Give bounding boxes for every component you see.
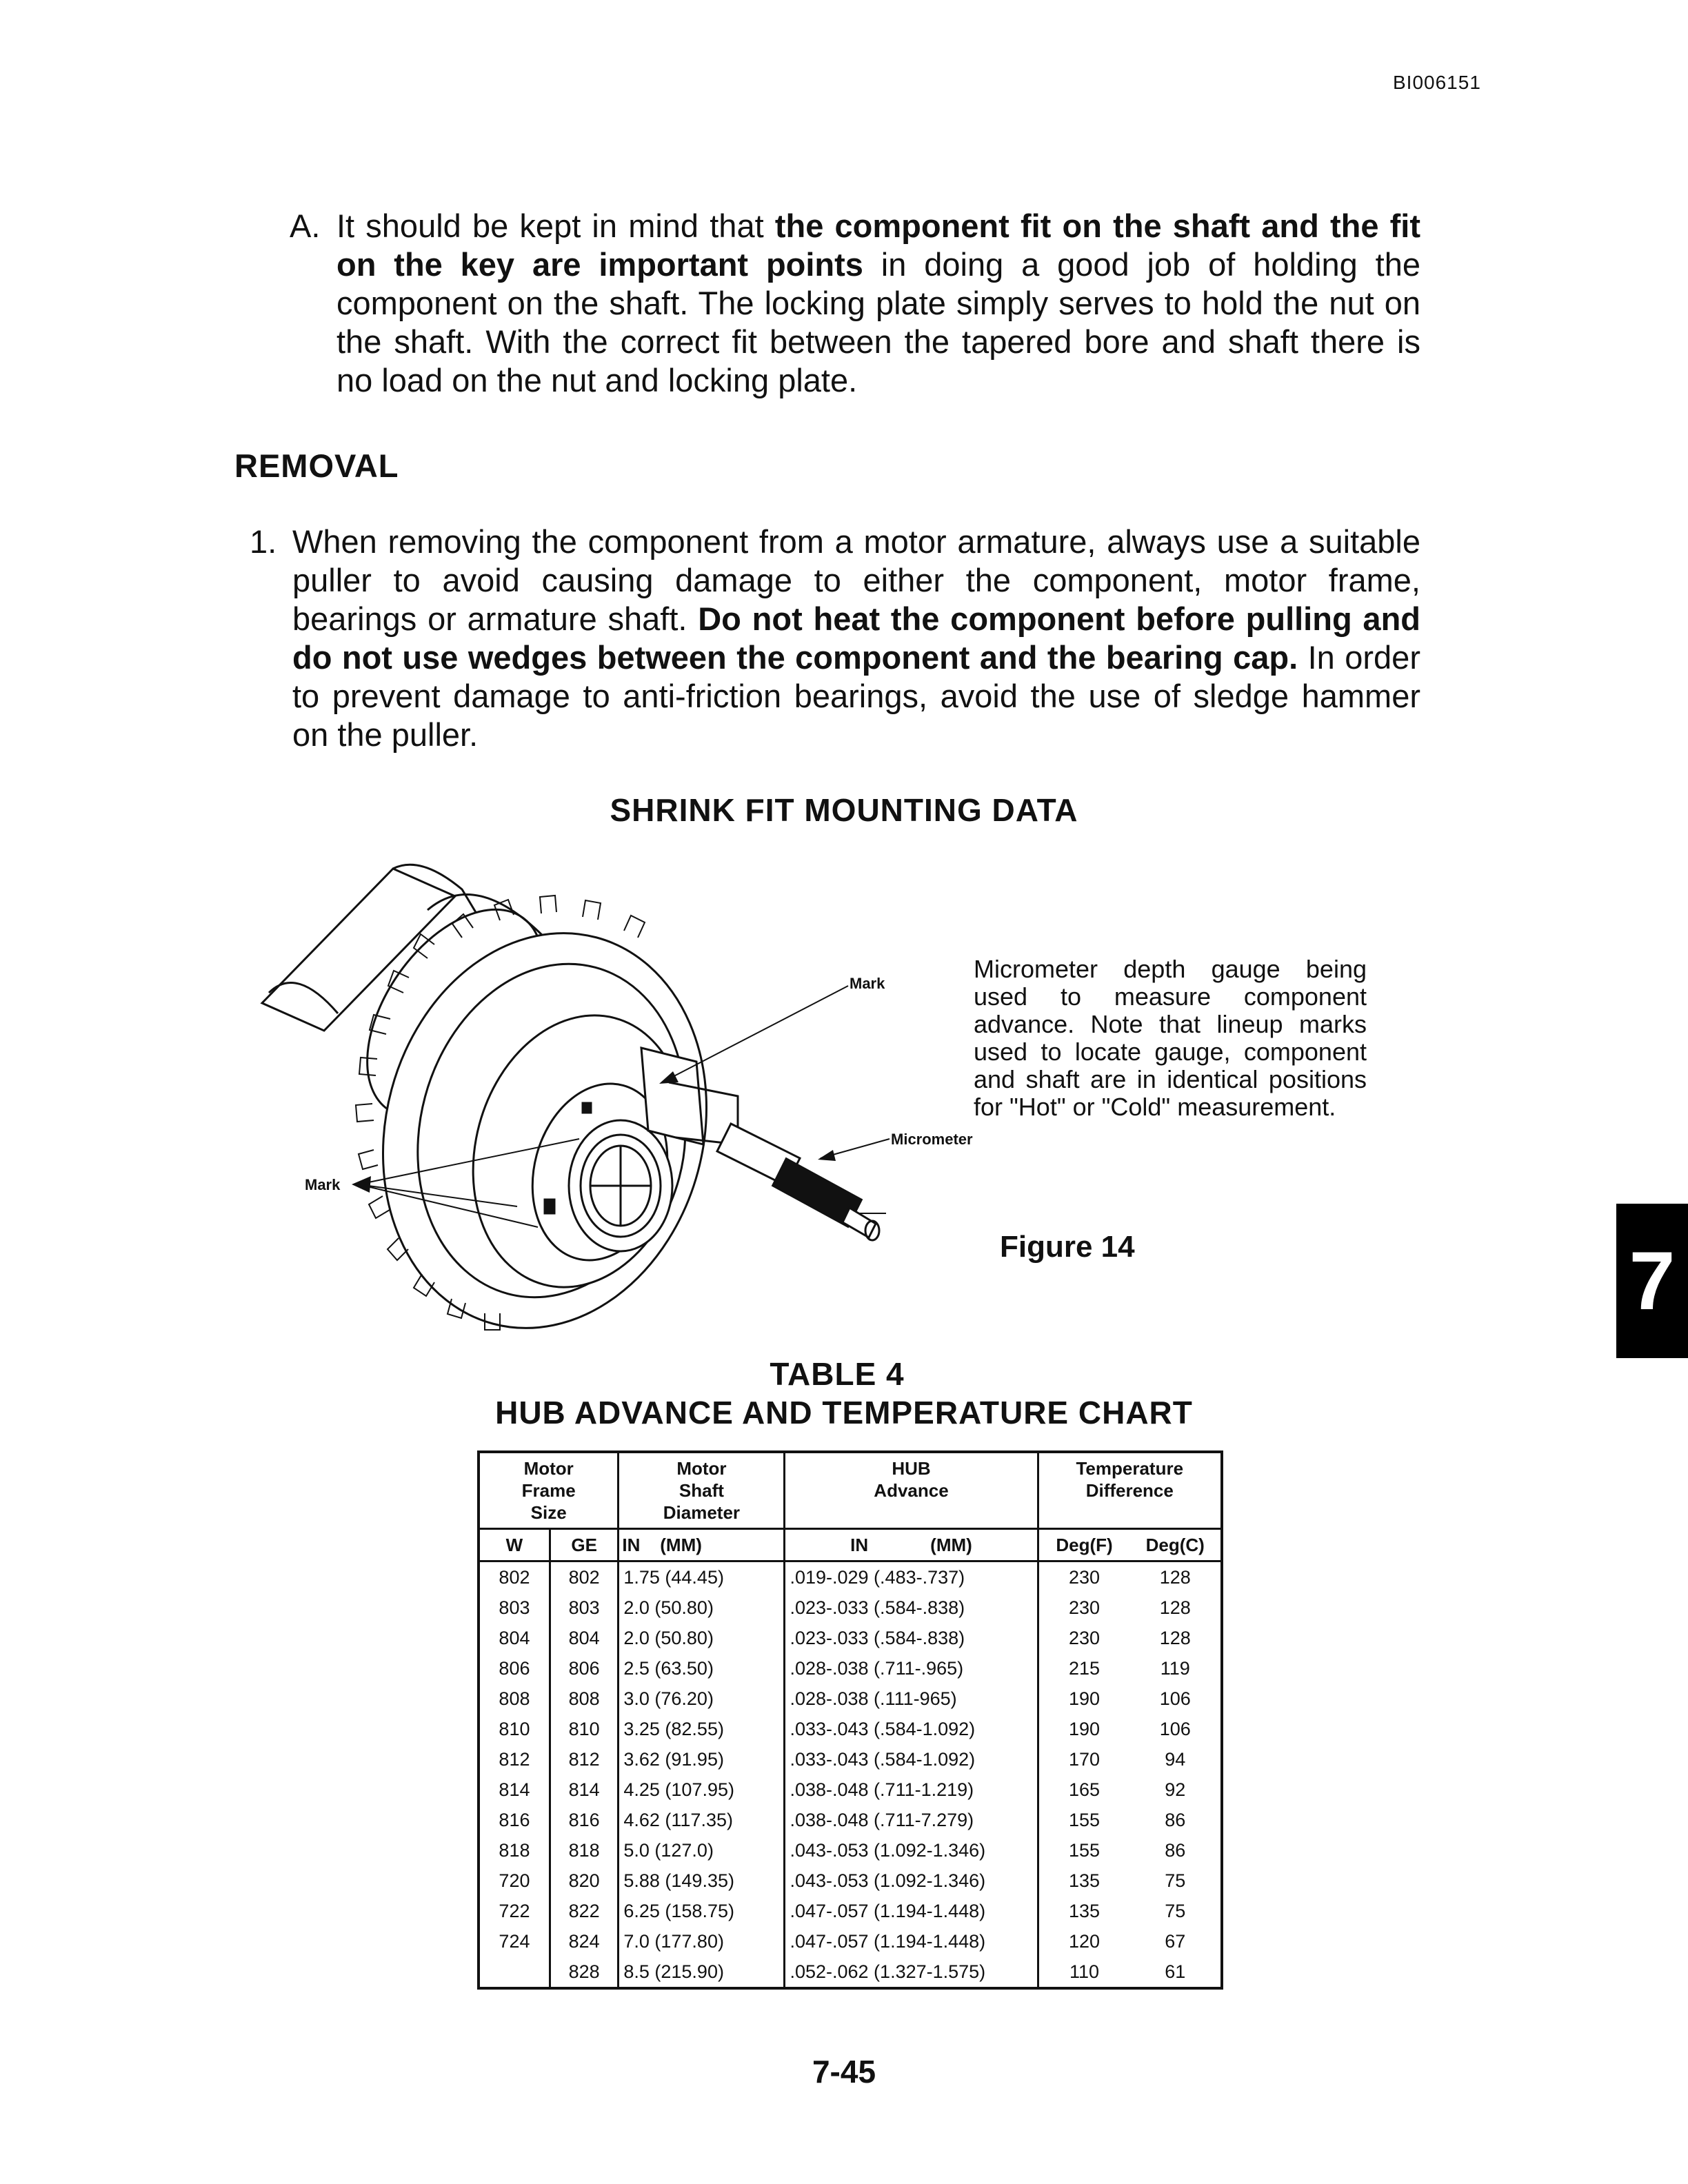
cell-w: 814 — [479, 1775, 550, 1805]
header-hub-in: IN — [850, 1535, 869, 1555]
table-row — [479, 1561, 1222, 1593]
cell-ge: 803 — [550, 1593, 618, 1623]
paragraph-a-bold: the component fit on the shaft and the fit on the key are important points — [336, 208, 1420, 283]
figure-caption: Micrometer depth gauge being used to measure component advance. Note that lineup marks used to locate gauge, component and shaft are in identical positions for "Hot" or "Cold" measurement. — [974, 955, 1367, 1121]
cell-deg-c: 106 — [1159, 1719, 1191, 1739]
hub-advance-table — [477, 1450, 1223, 1990]
cell-shaft: 3.0 (76.20) — [619, 1684, 785, 1714]
paragraph-1-text-1: When removing the component from a motor armature, always use a suitable puller to avoid causing damage to either the component, motor frame, bearings or armature shaft. — [292, 523, 1420, 637]
cell-deg-f: 165 — [1068, 1779, 1101, 1800]
table-row — [479, 1926, 1222, 1957]
cell-hub: .038-.048 (.711-1.219) — [785, 1775, 1038, 1805]
header-shaft-diameter: Motor Shaft Diameter — [619, 1452, 785, 1529]
cell-ge: 810 — [550, 1714, 618, 1744]
cell-ge: 808 — [550, 1684, 618, 1714]
cell-w: 808 — [479, 1684, 550, 1714]
cell-ge: 828 — [550, 1957, 618, 1988]
table-row — [479, 1623, 1222, 1653]
cell-hub: .047-.057 (1.194-1.448) — [785, 1926, 1038, 1957]
header-w: W — [479, 1529, 550, 1561]
paragraph-1-body — [292, 523, 1420, 754]
cell-deg-c: 61 — [1165, 1961, 1186, 1982]
document-id: BI006151 — [1393, 72, 1481, 93]
gear-micrometer-illustration — [255, 855, 1027, 1337]
cell-shaft: 6.25 (158.75) — [619, 1896, 785, 1926]
paragraph-1-bold: Do not heat the component before pulling and do not use wedges between the component and the bearing cap. — [292, 600, 1420, 676]
table-row — [479, 1957, 1222, 1988]
cell-hub: .033-.043 (.584-1.092) — [785, 1714, 1038, 1744]
cell-hub: .047-.057 (1.194-1.448) — [785, 1896, 1038, 1926]
header-deg-c: Deg(C) — [1129, 1529, 1222, 1561]
cell-hub: .033-.043 (.584-1.092) — [785, 1744, 1038, 1775]
cell-w: 806 — [479, 1653, 550, 1684]
cell-ge: 802 — [550, 1561, 618, 1593]
cell-shaft: 2.0 (50.80) — [619, 1623, 785, 1653]
cell-deg-c: 128 — [1159, 1628, 1191, 1648]
table-group-header-row — [479, 1452, 1222, 1529]
cell-deg-f: 190 — [1068, 1688, 1101, 1709]
removal-heading: REMOVAL — [234, 447, 399, 484]
cell-shaft: 3.25 (82.55) — [619, 1714, 785, 1744]
paragraph-1-text-2: In order to prevent damage to anti-friction bearings, avoid the use of sledge hammer on the puller. — [292, 639, 1420, 753]
cell-deg-c: 128 — [1159, 1597, 1191, 1618]
cell-deg-f: 120 — [1068, 1931, 1101, 1952]
cell-shaft: 4.25 (107.95) — [619, 1775, 785, 1805]
table-title: HUB ADVANCE AND TEMPERATURE CHART — [495, 1395, 1193, 1430]
cell-deg-c: 75 — [1165, 1870, 1186, 1891]
cell-ge: 824 — [550, 1926, 618, 1957]
header-ge: GE — [550, 1529, 618, 1561]
figure-label: Figure 14 — [1000, 1230, 1135, 1264]
cell-hub: .028-.038 (.711-.965) — [785, 1653, 1038, 1684]
micrometer-label: Micrometer — [891, 1131, 973, 1148]
table-row — [479, 1835, 1222, 1866]
cell-shaft: 7.0 (177.80) — [619, 1926, 785, 1957]
cell-hub: .019-.029 (.483-.737) — [785, 1561, 1038, 1593]
section-title: SHRINK FIT MOUNTING DATA — [610, 792, 1078, 828]
cell-shaft: 5.0 (127.0) — [619, 1835, 785, 1866]
cell-hub: .038-.048 (.711-7.279) — [785, 1805, 1038, 1835]
table-row — [479, 1775, 1222, 1805]
cell-w: 802 — [479, 1561, 550, 1593]
cell-shaft: 1.75 (44.45) — [619, 1561, 785, 1593]
cell-hub: .043-.053 (1.092-1.346) — [785, 1835, 1038, 1866]
cell-deg-c: 75 — [1165, 1901, 1186, 1921]
table-row — [479, 1896, 1222, 1926]
table-row — [479, 1744, 1222, 1775]
cell-deg-c: 119 — [1160, 1658, 1190, 1679]
cell-ge: 818 — [550, 1835, 618, 1866]
cell-deg-f: 190 — [1068, 1719, 1101, 1739]
cell-deg-f: 230 — [1068, 1628, 1101, 1648]
table-row — [479, 1653, 1222, 1684]
cell-shaft: 8.5 (215.90) — [619, 1957, 785, 1988]
cell-w: 810 — [479, 1714, 550, 1744]
table-row — [479, 1593, 1222, 1623]
cell-ge: 804 — [550, 1623, 618, 1653]
cell-w: 803 — [479, 1593, 550, 1623]
cell-ge: 816 — [550, 1805, 618, 1835]
cell-hub: .023-.033 (.584-.838) — [785, 1623, 1038, 1653]
cell-deg-f: 155 — [1068, 1840, 1101, 1861]
cell-deg-c: 67 — [1165, 1931, 1186, 1952]
table-number: TABLE 4 — [770, 1356, 905, 1392]
paragraph-a-body — [336, 207, 1420, 400]
cell-shaft: 4.62 (117.35) — [619, 1805, 785, 1835]
mark-label-left: Mark — [305, 1176, 341, 1193]
table-sub-header-row — [479, 1529, 1222, 1561]
cell-deg-c: 92 — [1165, 1779, 1186, 1800]
table-row — [479, 1714, 1222, 1744]
cell-w: 818 — [479, 1835, 550, 1866]
cell-deg-c: 86 — [1165, 1840, 1186, 1861]
cell-w: 724 — [479, 1926, 550, 1957]
cell-deg-f: 135 — [1068, 1901, 1101, 1921]
cell-ge: 812 — [550, 1744, 618, 1775]
cell-shaft: 2.5 (63.50) — [619, 1653, 785, 1684]
mark-label-top: Mark — [850, 975, 885, 992]
header-deg-f: Deg(F) — [1038, 1529, 1129, 1561]
cell-deg-c: 128 — [1159, 1567, 1191, 1588]
header-frame-size: Motor Frame Size — [479, 1452, 619, 1529]
cell-ge: 820 — [550, 1866, 618, 1896]
cell-deg-f: 230 — [1068, 1567, 1101, 1588]
cell-w: 812 — [479, 1744, 550, 1775]
table-row — [479, 1866, 1222, 1896]
paragraph-a — [290, 207, 1420, 400]
cell-deg-c: 86 — [1165, 1810, 1186, 1830]
cell-deg-f: 215 — [1068, 1658, 1101, 1679]
cell-deg-f: 170 — [1068, 1749, 1101, 1770]
cell-shaft: 3.62 (91.95) — [619, 1744, 785, 1775]
header-temperature-difference: Temperature Difference — [1076, 1458, 1184, 1501]
cell-w — [479, 1957, 550, 1988]
cell-shaft: 2.0 (50.80) — [619, 1593, 785, 1623]
cell-deg-f: 135 — [1068, 1870, 1101, 1891]
paragraph-a-text-2: in doing a good job of holding the component on the shaft. The locking plate simply serves to hold the nut on the shaft. With the correct fit between the tapered bore and shaft there is no load on the nut and locking plate. — [336, 246, 1420, 398]
chapter-tab: 7 — [1616, 1204, 1688, 1358]
page-number: 7-45 — [812, 2054, 876, 2090]
cell-w: 804 — [479, 1623, 550, 1653]
table-row — [479, 1805, 1222, 1835]
table-row — [479, 1684, 1222, 1714]
cell-ge: 806 — [550, 1653, 618, 1684]
cell-hub: .043-.053 (1.092-1.346) — [785, 1866, 1038, 1896]
cell-w: 816 — [479, 1805, 550, 1835]
cell-deg-c: 94 — [1165, 1749, 1186, 1770]
cell-deg-f: 110 — [1069, 1961, 1100, 1982]
cell-ge: 814 — [550, 1775, 618, 1805]
cell-w: 722 — [479, 1896, 550, 1926]
cell-hub: .052-.062 (1.327-1.575) — [785, 1957, 1038, 1988]
paragraph-a-text-1: It should be kept in mind that — [336, 208, 775, 244]
header-hub-units — [785, 1529, 1038, 1561]
header-shaft-units: IN (MM) — [619, 1529, 785, 1561]
cell-hub: .023-.033 (.584-.838) — [785, 1593, 1038, 1623]
cell-deg-c: 106 — [1159, 1688, 1191, 1709]
paragraph-a-label: A. — [290, 208, 321, 244]
cell-ge: 822 — [550, 1896, 618, 1926]
cell-deg-f: 230 — [1068, 1597, 1101, 1618]
cell-shaft: 5.88 (149.35) — [619, 1866, 785, 1896]
cell-w: 720 — [479, 1866, 550, 1896]
paragraph-1-label: 1. — [250, 523, 277, 560]
paragraph-1 — [250, 523, 1420, 754]
cell-hub: .028-.038 (.111-965) — [785, 1684, 1038, 1714]
cell-deg-f: 155 — [1068, 1810, 1101, 1830]
header-hub-advance: HUB Advance — [785, 1452, 1038, 1529]
header-hub-mm: (MM) — [930, 1535, 972, 1555]
